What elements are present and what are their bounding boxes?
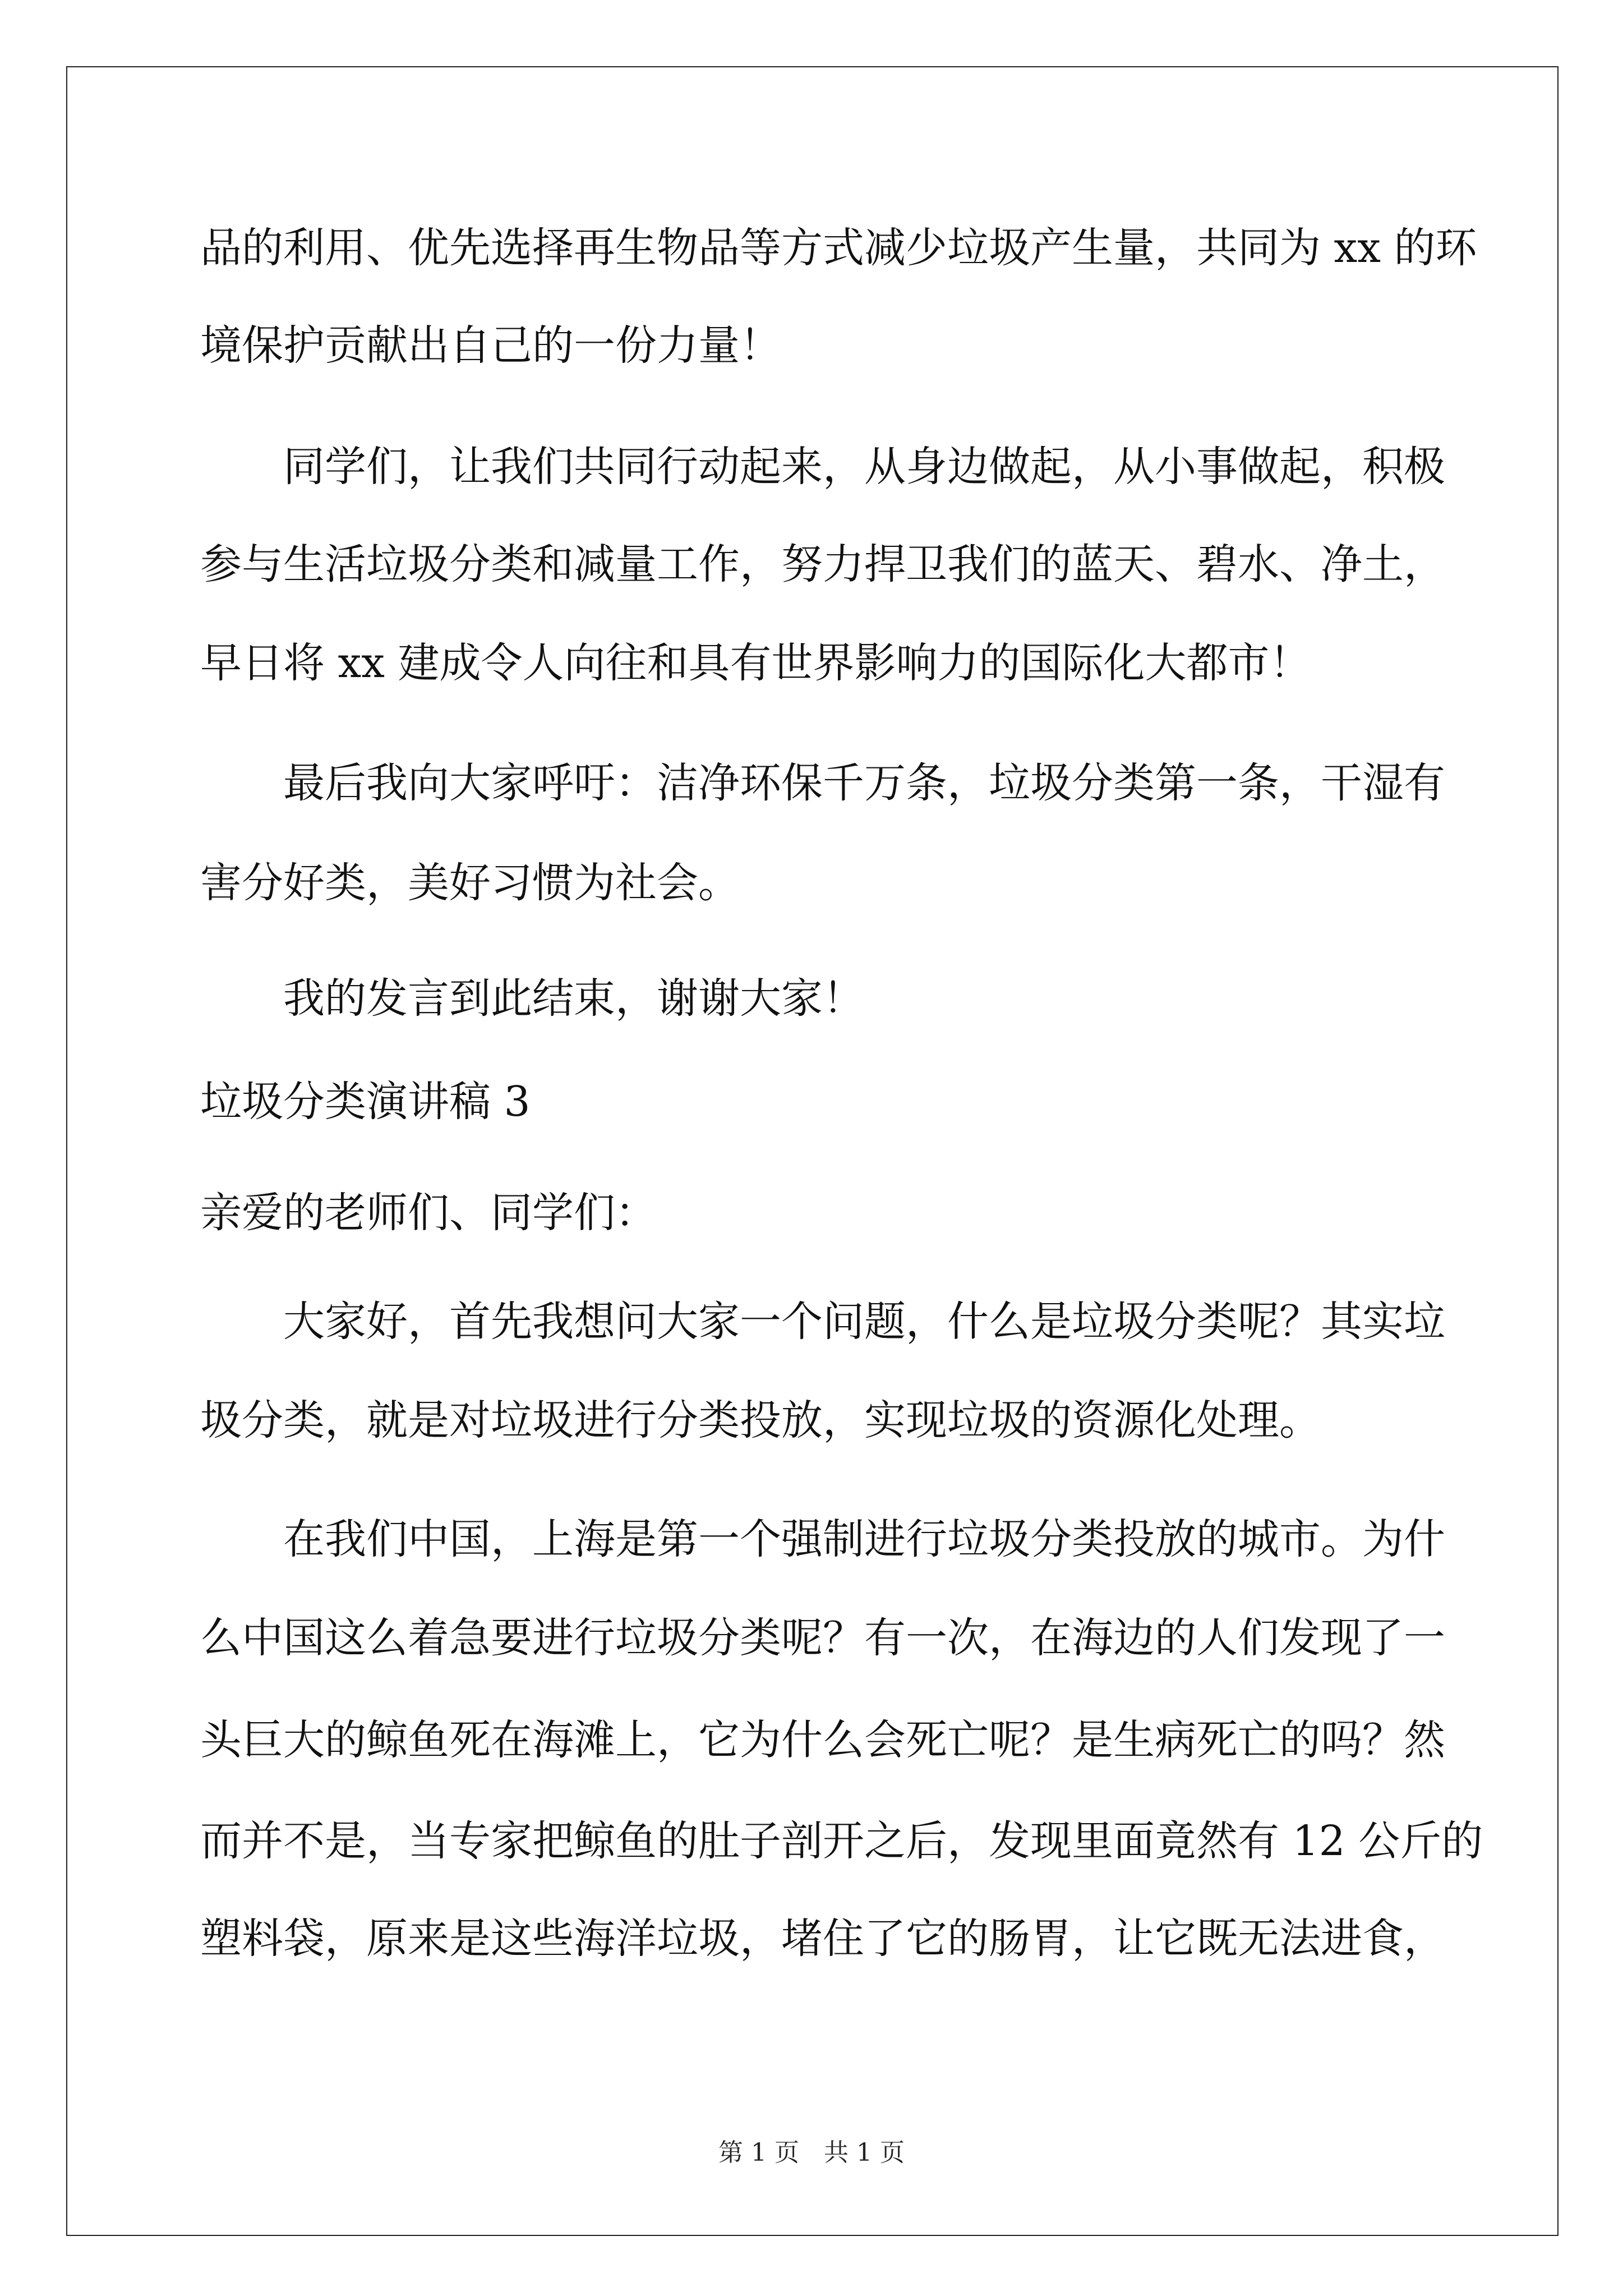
body-line: 参与生活垃圾分类和减量工作，努力捍卫我们的蓝天、碧水、净土，	[200, 540, 1445, 588]
body-line: 我的发言到此结束，谢谢大家！	[283, 974, 864, 1023]
body-line: 塑料袋，原来是这些海洋垃圾，堵住了它的肠胃，让它既无法进食，	[200, 1915, 1445, 1963]
body-line: 在我们中国，上海是第一个强制进行垃圾分类投放的城市。为什	[283, 1515, 1445, 1563]
body-line: 头巨大的鲸鱼死在海滩上，它为什么会死亡呢？是生病死亡的吗？然	[200, 1716, 1445, 1764]
body-line: 境保护贡献出自己的一份力量！	[200, 321, 781, 370]
section-heading: 垃圾分类演讲稿 3	[200, 1078, 531, 1126]
body-line: 而并不是，当专家把鲸鱼的肚子剖开之后，发现里面竟然有 12 公斤的	[200, 1817, 1483, 1865]
body-line: 害分好类，美好习惯为社会。	[200, 859, 740, 907]
body-line: 么中国这么着急要进行垃圾分类呢？有一次，在海边的人们发现了一	[200, 1614, 1445, 1662]
body-line: 最后我向大家呼吁：洁净环保千万条，垃圾分类第一条，干湿有	[283, 759, 1445, 807]
page-footer: 第 1 页 共 1 页	[718, 2138, 905, 2167]
body-line: 大家好，首先我想问大家一个问题，什么是垃圾分类呢？其实垃	[283, 1297, 1445, 1346]
body-line: 同学们，让我们共同行动起来，从身边做起，从小事做起，积极	[283, 443, 1445, 491]
body-line: 圾分类，就是对垃圾进行分类投放，实现垃圾的资源化处理。	[200, 1396, 1321, 1444]
salutation: 亲爱的老师们、同学们：	[200, 1189, 657, 1237]
body-line: 早日将 xx 建成令人向往和具有世界影响力的国际化大都市！	[200, 639, 1311, 687]
body-line: 品的利用、优先选择再生物品等方式减少垃圾产生量，共同为 xx 的环	[200, 224, 1477, 272]
